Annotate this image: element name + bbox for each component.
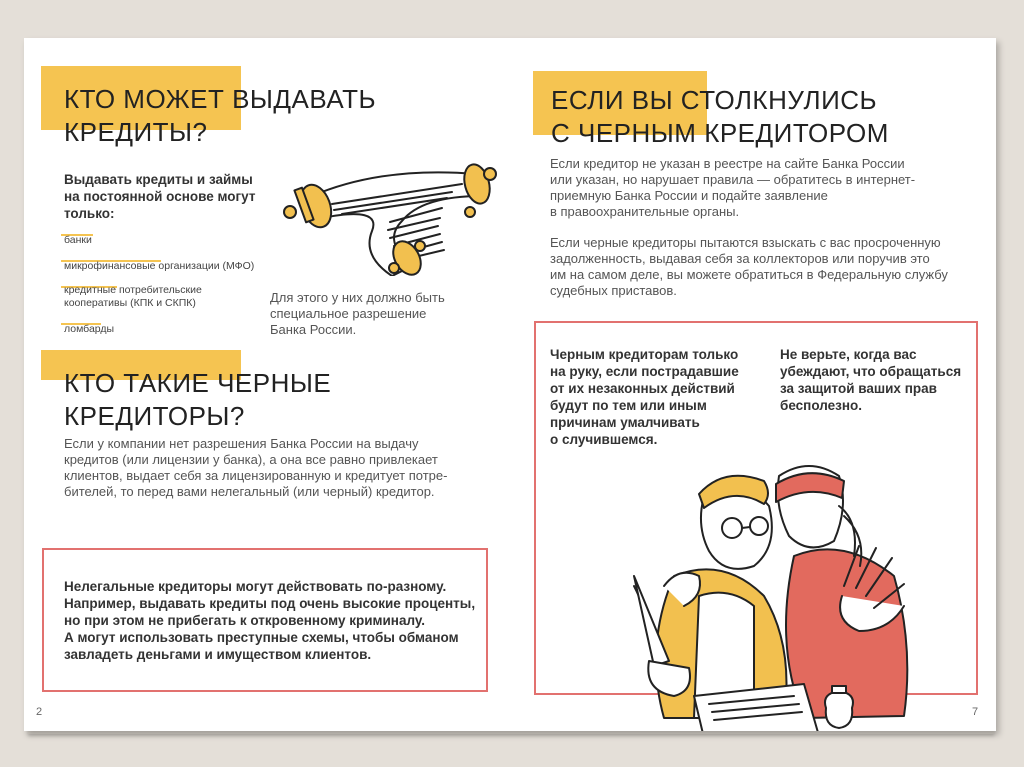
list-item bbox=[64, 260, 254, 273]
paragraph-line: им на самом деле, вы можете обратиться в Федеральную службу bbox=[550, 267, 948, 282]
paragraph-line: судебных приставов. bbox=[550, 283, 677, 298]
permission-note bbox=[270, 290, 445, 338]
warning-text-left bbox=[550, 346, 739, 448]
heading-line: КРЕДИТОРЫ? bbox=[64, 401, 245, 431]
warning-line: причинам умалчивать bbox=[550, 415, 700, 430]
heading-line: ЕСЛИ ВЫ СТОЛКНУЛИСЬ bbox=[551, 85, 878, 115]
box-line: но при этом не прибегать к откровенному криминалу. bbox=[64, 613, 425, 628]
box-line: Например, выдавать кредиты под очень высокие проценты, bbox=[64, 596, 476, 611]
warning-line: от их незаконных действий bbox=[550, 381, 735, 396]
note-line: Банка России. bbox=[270, 322, 357, 337]
note-line: Для этого у них должно быть bbox=[270, 290, 445, 305]
heading-if-you-faced bbox=[551, 84, 889, 150]
list-item-text: кооперативы (КПК и СКПК) bbox=[64, 297, 196, 309]
paragraph-line: Если черные кредиторы пытаются взыскать с вас просроченную bbox=[550, 235, 941, 250]
intro-line: только: bbox=[64, 206, 115, 221]
paragraph-line: или указан, но нарушает правила — обратитесь в интернет- bbox=[550, 172, 916, 187]
page-number-left: 2 bbox=[36, 706, 43, 718]
warning-line: бесполезно. bbox=[780, 398, 863, 413]
paragraph-line: задолженность, выдавая себя за коллекторов или поручив это bbox=[550, 251, 930, 266]
paragraph-line: приемную Банка России и подайте заявление bbox=[550, 188, 828, 203]
intro-line: на постоянной основе могут bbox=[64, 189, 256, 204]
warning-line: за защитой ваших прав bbox=[780, 381, 937, 396]
definition-text bbox=[64, 436, 447, 500]
characters-illustration bbox=[604, 446, 944, 731]
note-line: специальное разрешение bbox=[270, 306, 427, 321]
intro-line: Выдавать кредиты и займы bbox=[64, 172, 253, 187]
illegal-lenders-text bbox=[64, 578, 475, 663]
warning-line: на руку, если пострадавшие bbox=[550, 364, 739, 379]
definition-line: кредитов (или лицензии у банка), а она все равно привлекает bbox=[64, 452, 438, 467]
definition-line: Если у компании нет разрешения Банка России на выдачу bbox=[64, 436, 419, 451]
warning-line: о случившемся. bbox=[550, 432, 658, 447]
box-line: завладеть деньгами и имуществом клиентов. bbox=[64, 647, 372, 662]
intro-text bbox=[64, 171, 255, 222]
warning-line: убеждают, что обращаться bbox=[780, 364, 962, 379]
list-item-text: микрофинансовые организации (МФО) bbox=[64, 260, 255, 272]
warning-text-right bbox=[780, 346, 961, 414]
definition-line: бителей, то перед вами нелегальный (или черный) кредитор. bbox=[64, 484, 435, 499]
list-item-text: кредитные потребительские bbox=[64, 284, 202, 296]
list-item bbox=[64, 323, 114, 336]
definition-line: клиентов, выдает себя за лицензированную и кредитует потре- bbox=[64, 468, 448, 483]
heading-line: КТО МОЖЕТ ВЫДАВАТЬ bbox=[64, 84, 377, 114]
warning-line: будут по тем или иным bbox=[550, 398, 707, 413]
right-paragraph-2 bbox=[550, 235, 948, 299]
list-item bbox=[64, 234, 92, 247]
warning-line: Не верьте, когда вас bbox=[780, 347, 917, 362]
page-number-right: 7 bbox=[972, 706, 979, 718]
warning-line: Черным кредиторам только bbox=[550, 347, 739, 362]
paragraph-line: Если кредитор не указан в реестре на сайте Банка России bbox=[550, 156, 905, 171]
list-item bbox=[64, 284, 202, 310]
paragraph-line: в правоохранительные органы. bbox=[550, 204, 740, 219]
list-item-text: банки bbox=[64, 234, 92, 246]
list-item-text: ломбарды bbox=[64, 323, 115, 335]
heading-line: С ЧЕРНЫМ КРЕДИТОРОМ bbox=[551, 118, 889, 148]
box-line: Нелегальные кредиторы могут действовать по-разному. bbox=[64, 579, 447, 594]
brochure-spread bbox=[24, 38, 996, 731]
heading-line: КТО ТАКИЕ ЧЕРНЫЕ bbox=[64, 368, 332, 398]
right-paragraph-1 bbox=[550, 156, 915, 220]
box-line: А могут использовать преступные схемы, чтобы обманом bbox=[64, 630, 459, 645]
heading-line: КРЕДИТЫ? bbox=[64, 117, 208, 147]
scroll-icon bbox=[272, 126, 502, 276]
heading-black-lenders bbox=[64, 367, 331, 433]
